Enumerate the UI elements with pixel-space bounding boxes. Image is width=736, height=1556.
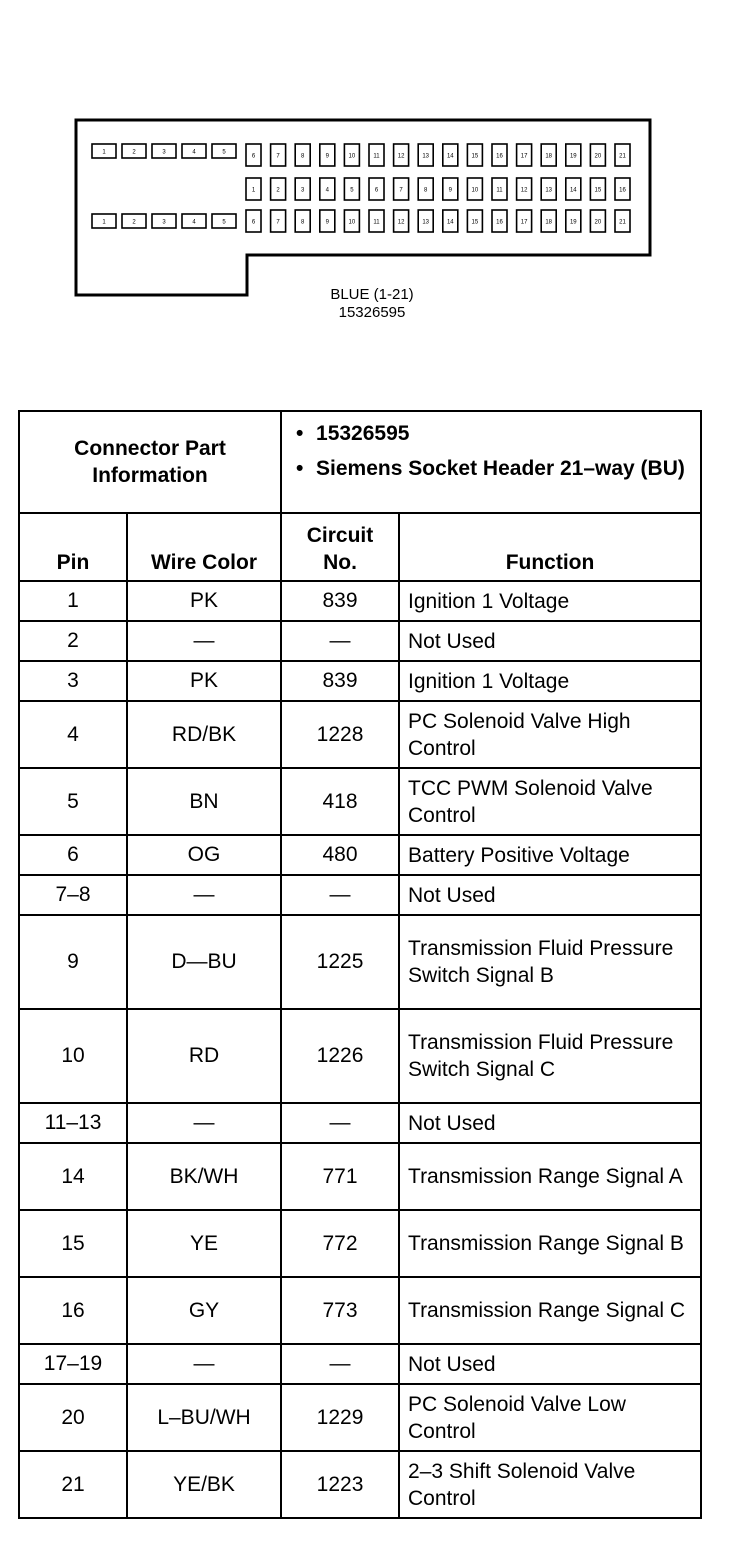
cavity-r2-label: 12: [520, 187, 528, 194]
cavity-r1-label: 2: [132, 149, 136, 156]
cell-function: Transmission Fluid Pressure Switch Signal C: [399, 1009, 701, 1103]
cavity-r1-label: 6: [251, 153, 256, 160]
cell-function: Ignition 1 Voltage: [399, 581, 701, 621]
table-row: [19, 1384, 701, 1451]
cell-wire-color: PK: [127, 581, 281, 621]
cell-wire-color: OG: [127, 835, 281, 875]
table-row: [19, 1451, 701, 1518]
part-info-label: Connector Part Information: [19, 411, 281, 513]
cavity-r3-label: 19: [569, 219, 577, 226]
cell-circuit: 839: [281, 581, 399, 621]
cell-wire-color: —: [127, 1103, 281, 1143]
table-row: [19, 581, 701, 621]
cell-function: Transmission Range Signal A: [399, 1143, 701, 1210]
cell-pin: 20: [19, 1384, 127, 1451]
cavity-r1-label: 18: [545, 153, 553, 160]
cell-circuit: 839: [281, 661, 399, 701]
cell-pin: 10: [19, 1009, 127, 1103]
part-info-row: [19, 411, 701, 513]
cavity-r3-label: 7: [276, 219, 280, 226]
cavity-r3-label: 17: [520, 219, 528, 226]
cavity-r1-label: 14: [446, 153, 454, 160]
cavity-r3-label: 3: [162, 219, 166, 226]
part-info-list: [281, 411, 701, 513]
cell-circuit: 773: [281, 1277, 399, 1344]
cavity-r2-label: 13: [545, 187, 553, 194]
cell-pin: 21: [19, 1451, 127, 1518]
cell-function: Not Used: [399, 1344, 701, 1384]
cavity-r2-label: 16: [619, 187, 626, 194]
cavity-r3-label: 9: [325, 219, 329, 226]
cell-circuit: —: [281, 875, 399, 915]
cell-circuit: 418: [281, 768, 399, 835]
cavity-r1-label: 8: [301, 153, 305, 160]
cell-wire-color: PK: [127, 661, 281, 701]
table-row: [19, 1143, 701, 1210]
cell-circuit: 772: [281, 1210, 399, 1277]
cell-pin: 1: [19, 581, 127, 621]
table-row: [19, 835, 701, 875]
cell-circuit: 480: [281, 835, 399, 875]
cavity-r1-label: 10: [348, 153, 356, 160]
cell-pin: 11–13: [19, 1103, 127, 1143]
cell-function: Transmission Range Signal C: [399, 1277, 701, 1344]
cell-function: PC Solenoid Valve High Control: [399, 701, 701, 768]
cell-pin: 7–8: [19, 875, 127, 915]
cavity-r1-label: 20: [594, 153, 602, 160]
cell-function: Not Used: [399, 621, 701, 661]
cell-pin: 4: [19, 701, 127, 768]
cell-wire-color: L–BU/WH: [127, 1384, 281, 1451]
cavity-r1-label: 12: [397, 153, 405, 160]
cell-pin: 5: [19, 768, 127, 835]
cell-pin: 9: [19, 915, 127, 1009]
cavity-r3-label: 5: [222, 219, 226, 226]
cell-circuit: 1226: [281, 1009, 399, 1103]
cavity-r2-label: 7: [399, 187, 403, 194]
cavity-r3-label: 18: [545, 219, 553, 226]
cell-pin: 2: [19, 621, 127, 661]
cavity-r1-label: 1: [102, 149, 106, 156]
connector-part-label: 15326595: [338, 304, 406, 321]
cavity-r3-label: 2: [132, 219, 136, 226]
cavity-r3-label: 4: [192, 219, 196, 226]
cell-pin: 14: [19, 1143, 127, 1210]
table-row: [19, 701, 701, 768]
header-row: [19, 513, 701, 581]
cell-function: 2–3 Shift Solenoid Valve Control: [399, 1451, 701, 1518]
cell-circuit: —: [281, 1103, 399, 1143]
connector-cavities: [92, 144, 630, 232]
cell-circuit: 1228: [281, 701, 399, 768]
cell-pin: 16: [19, 1277, 127, 1344]
cavity-r2-label: 10: [471, 187, 479, 194]
cell-pin: 17–19: [19, 1344, 127, 1384]
cavity-r1-label: 16: [496, 153, 503, 160]
cavity-r1-label: 3: [162, 149, 166, 156]
cavity-r2-label: 5: [350, 187, 354, 194]
cavity-r1-label: 15: [471, 153, 479, 160]
cavity-r3-label: 20: [594, 219, 602, 226]
cell-function: Ignition 1 Voltage: [399, 661, 701, 701]
table-row: [19, 768, 701, 835]
cavity-r1-label: 7: [276, 153, 280, 160]
cavity-r1-label: 13: [422, 153, 430, 160]
cell-wire-color: YE/BK: [127, 1451, 281, 1518]
cell-function: Transmission Range Signal B: [399, 1210, 701, 1277]
table-row: [19, 621, 701, 661]
cell-circuit: —: [281, 1344, 399, 1384]
cell-function: Battery Positive Voltage: [399, 835, 701, 875]
cavity-r3-label: 8: [301, 219, 305, 226]
cell-pin: 3: [19, 661, 127, 701]
cavity-r1-label: 9: [325, 153, 329, 160]
cell-wire-color: D—BU: [127, 915, 281, 1009]
cavity-r2-label: 4: [325, 187, 329, 194]
cavity-r2-label: 15: [594, 187, 602, 194]
cavity-r3-label: 10: [348, 219, 356, 226]
cavity-r2-label: 3: [301, 187, 305, 194]
cell-wire-color: —: [127, 875, 281, 915]
cavity-r1-label: 21: [619, 153, 626, 160]
cell-wire-color: —: [127, 621, 281, 661]
header-pin: Pin: [19, 513, 127, 581]
cavity-r2-label: 11: [496, 187, 503, 194]
cell-pin: 15: [19, 1210, 127, 1277]
cavity-r1-label: 17: [520, 153, 528, 160]
cell-function: PC Solenoid Valve Low Control: [399, 1384, 701, 1451]
table-row: [19, 1009, 701, 1103]
cell-function: Not Used: [399, 1103, 701, 1143]
cell-circuit: 1229: [281, 1384, 399, 1451]
cavity-r2-label: 6: [374, 187, 379, 194]
table-row: [19, 1103, 701, 1143]
cell-wire-color: BK/WH: [127, 1143, 281, 1210]
cavity-r3-label: 15: [471, 219, 479, 226]
table-row: [19, 915, 701, 1009]
table-row: [19, 1344, 701, 1384]
cavity-r3-label: 6: [251, 219, 256, 226]
cell-function: TCC PWM Solenoid Valve Control: [399, 768, 701, 835]
cell-circuit: 771: [281, 1143, 399, 1210]
header-circuit: Circuit No.: [281, 513, 399, 581]
cavity-r3-label: 11: [373, 219, 380, 226]
cavity-r2-label: 9: [448, 187, 452, 194]
cell-pin: 6: [19, 835, 127, 875]
cavity-r2-label: 8: [424, 187, 428, 194]
cavity-r3-label: 13: [422, 219, 430, 226]
header-function: Function: [399, 513, 701, 581]
cell-function: Transmission Fluid Pressure Switch Signal B: [399, 915, 701, 1009]
cell-wire-color: BN: [127, 768, 281, 835]
cavity-r3-label: 12: [397, 219, 405, 226]
cavity-r3-label: 16: [496, 219, 503, 226]
header-wire-color: Wire Color: [127, 513, 281, 581]
part-number: • 15326595: [292, 420, 690, 447]
table-row: [19, 1277, 701, 1344]
cavity-r1-label: 11: [373, 153, 380, 160]
cavity-r1-label: 4: [192, 149, 196, 156]
cavity-r3-label: 1: [102, 219, 106, 226]
cell-circuit: —: [281, 621, 399, 661]
cavity-r1-label: 5: [222, 149, 226, 156]
connector-color-label: BLUE (1-21): [330, 286, 414, 303]
cavity-r3-label: 14: [446, 219, 454, 226]
cell-circuit: 1225: [281, 915, 399, 1009]
cell-wire-color: —: [127, 1344, 281, 1384]
cavity-r3-label: 21: [619, 219, 626, 226]
cell-function: Not Used: [399, 875, 701, 915]
cell-wire-color: RD/BK: [127, 701, 281, 768]
cavity-r2-label: 14: [569, 187, 577, 194]
cell-wire-color: GY: [127, 1277, 281, 1344]
table-row: [19, 875, 701, 915]
connector-pinout-table: [18, 410, 702, 1519]
cell-circuit: 1223: [281, 1451, 399, 1518]
table-row: [19, 661, 701, 701]
cell-wire-color: RD: [127, 1009, 281, 1103]
cavity-r2-label: 1: [251, 187, 256, 194]
cell-wire-color: YE: [127, 1210, 281, 1277]
part-description: • Siemens Socket Header 21–way (BU): [292, 455, 690, 482]
cavity-r1-label: 19: [569, 153, 577, 160]
table-row: [19, 1210, 701, 1277]
cavity-r2-label: 2: [276, 187, 280, 194]
